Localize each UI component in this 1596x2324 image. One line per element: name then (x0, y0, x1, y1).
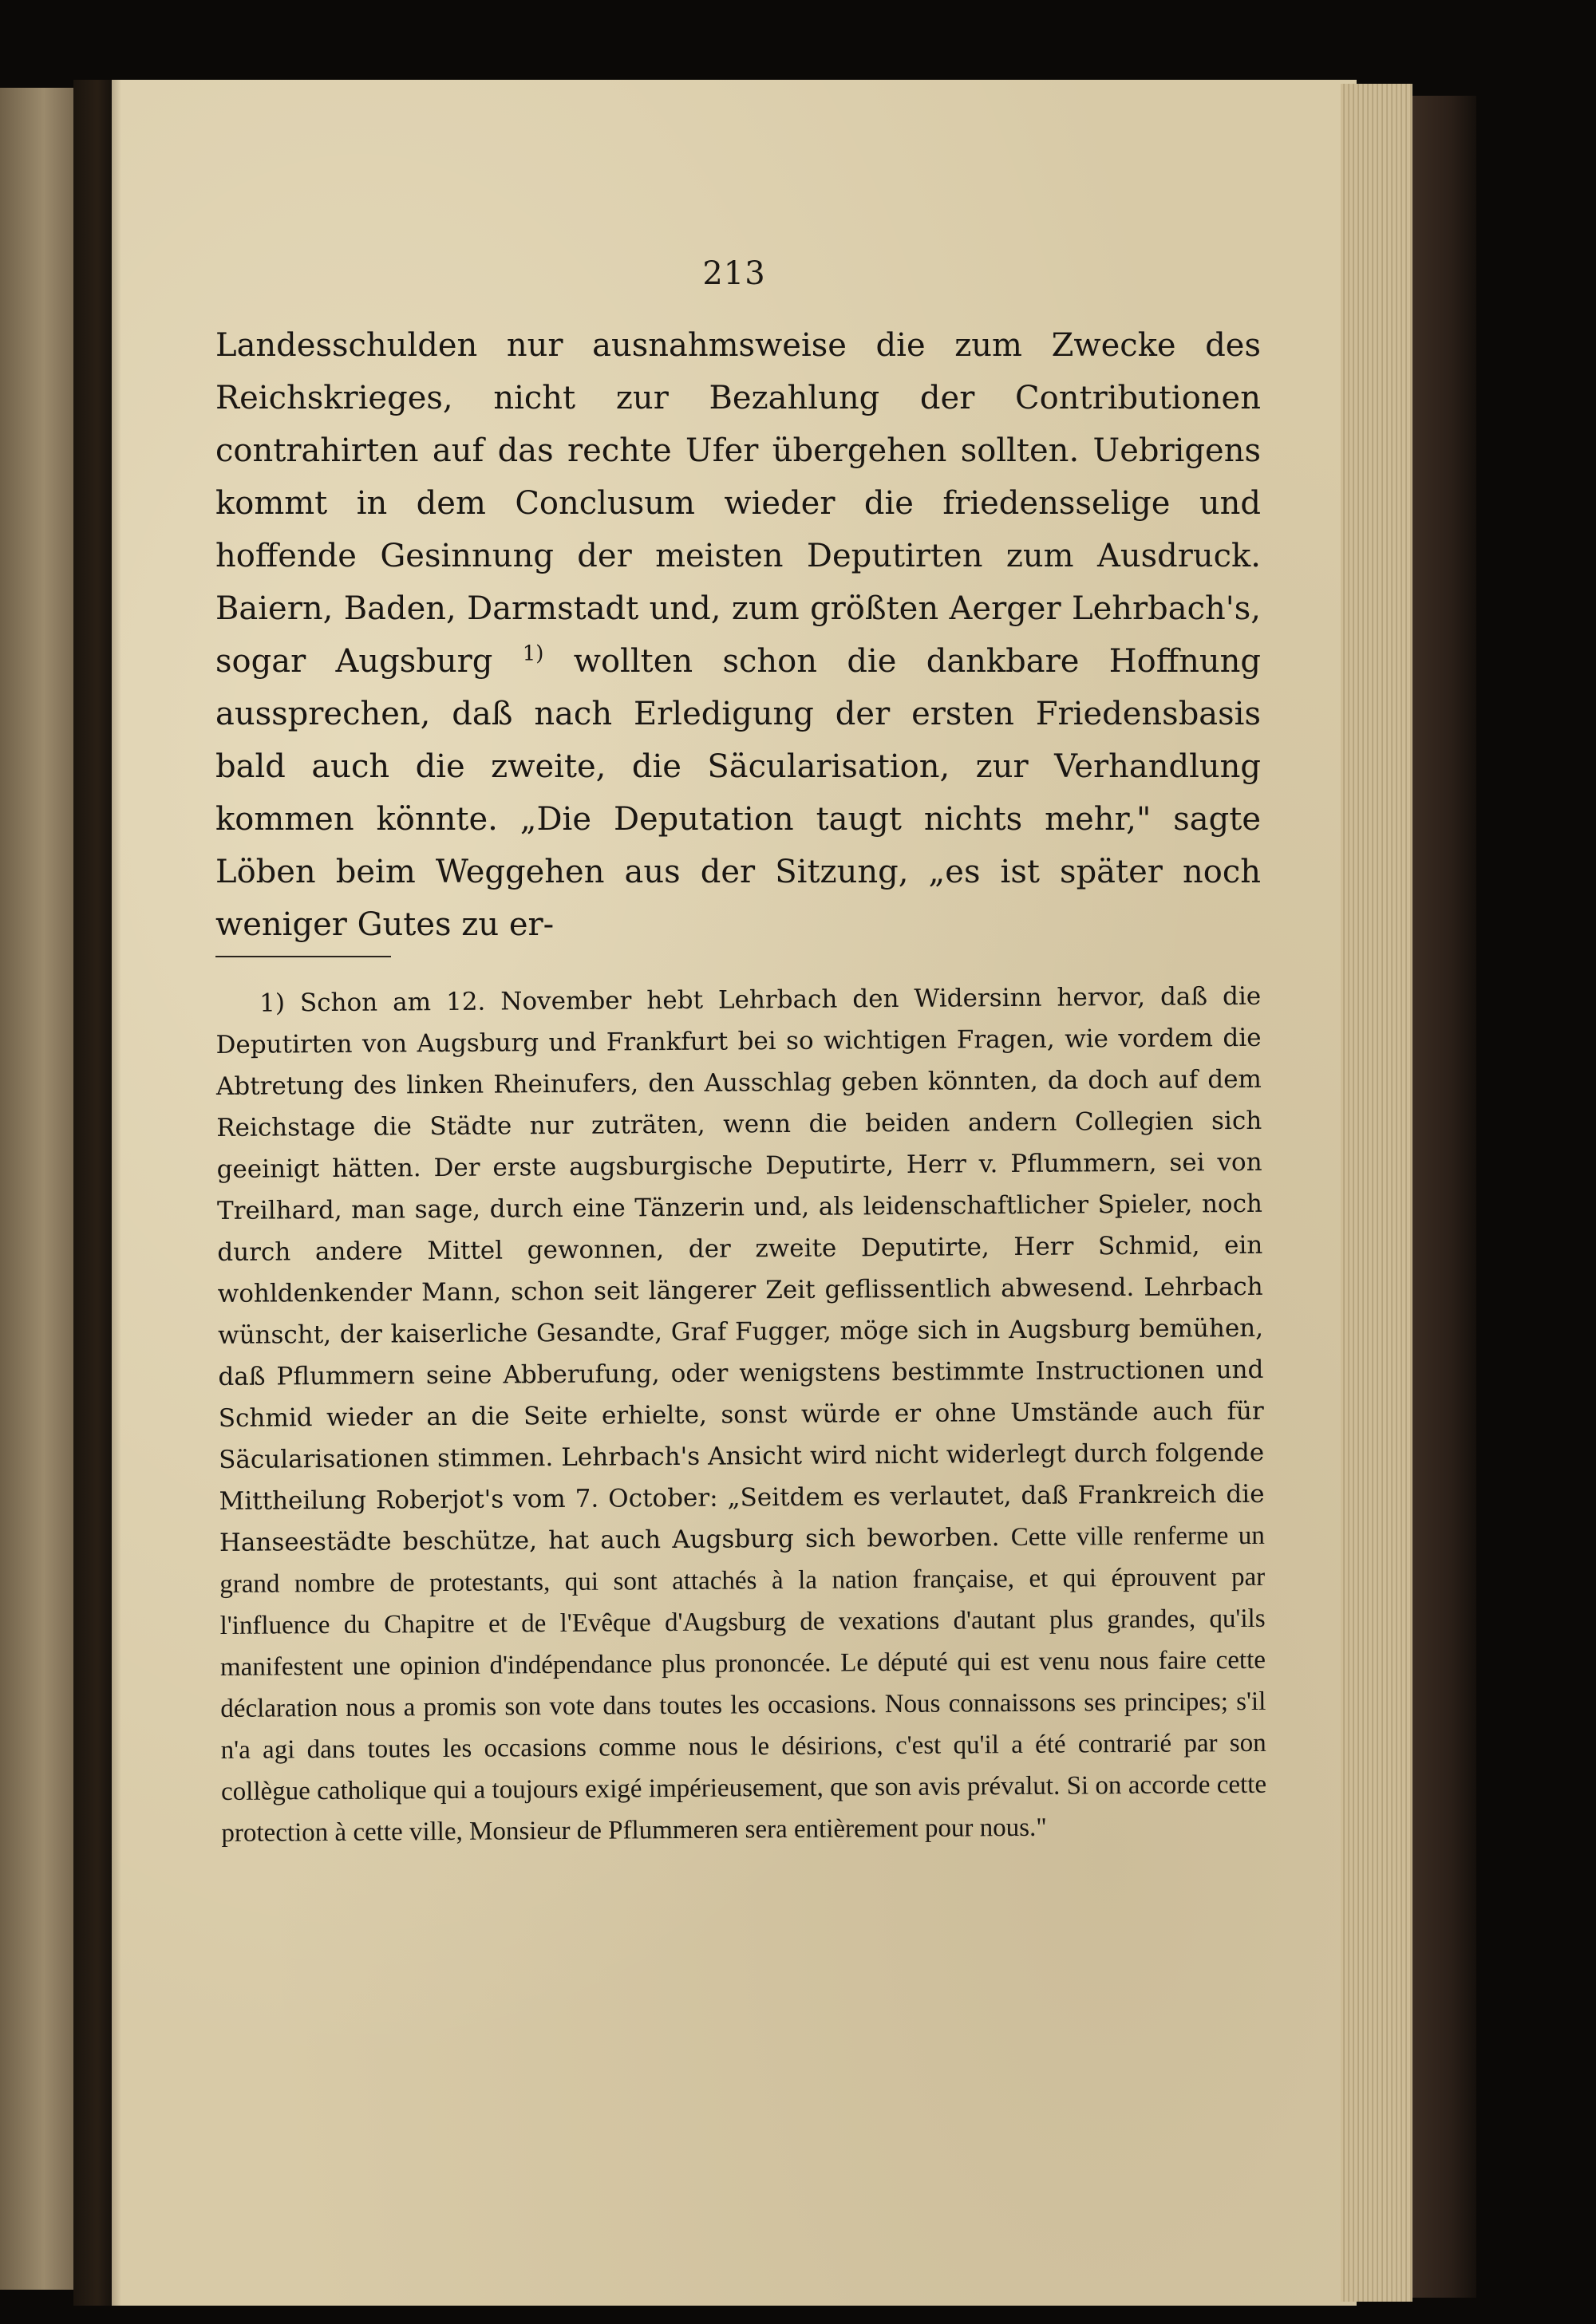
page-block-edges (1341, 84, 1412, 2302)
page-number: 213 (702, 255, 766, 292)
main-text (215, 319, 1261, 951)
footnote-french-quote: Cette ville renferme un grand nombre de protestants, qui sont attachés à la nation française, et qui éprouvent par l'influence du Chapitre et de l'Evêque d'Augsburg de vexations d'autant plus grandes, qu'ils manifestent une opinion d'indépendance plus prononcée. Le député qui est venu nous faire cette déclaration nous a promis son vote dans toutes les occasions. Nous connaissons ses principes; s'il n'a agi dans toutes les occasions comme nous le désirions, c'est qu'il a été contrarié par son collègue catholique qui a toujours exigé impérieusement, que son avis prévalut. Si on accorde cette protection à cette ville, Monsieur de Pflummeren sera entièrement pour nous." (219, 1521, 1267, 1848)
main-text-part-1: Landesschulden nur ausnahmsweise die zum Zwecke des Reichskrieges, nicht zur Bezahlung der Contributionen contrahirten auf das rechte Ufer übergehen sollten. Uebrigens kommt in dem Conclusum wieder die friedensselige und hoffende Gesinnung der meisten Deputirten zum Ausdruck. Baiern, Baden, Darmstadt und, zum größten Aerger Lehrbach's, sogar Augsburg (215, 327, 1261, 680)
book-page (112, 80, 1357, 2306)
footnote-marker: 1) (522, 641, 544, 666)
footnote-german-text: 1) Schon am 12. November hebt Lehrbach den Widersinn hervor, daß die Deputirten von Augsburg und Frankfurt bei so wichtigen Fragen, wie vordem die Abtretung des linken Rheinufers, den Ausschlag geben könnten, da doch auf dem Reichstage die Städte nur zuträten, wenn die beiden andern Collegien sich geeinigt hätten. Der erste augsburgische Deputirte, Herr v. Pflummern, sei von Treilhard, man sage, durch eine Tänzerin und, als leidenschaftlicher Spieler, noch durch andere Mittel gewonnen, der zweite Deputirte, Herr Schmid, ein wohldenkender Mann, schon seit längerer Zeit geflissentlich abwesend. Lehrbach wünscht, der kaiserliche Gesandte, Graf Fugger, möge sich in Augsburg bemühen, daß Pflummern seine Abberufung, oder wenigstens bestimmte Instructionen und Schmid wieder an die Seite erhielte, sonst würde er ohne Umstände auch für Säcularisationen stimmen. Lehrbach's Ansicht wird nicht widerlegt durch folgende Mittheilung Roberjot's vom 7. October: „Seitdem es verlautet, daß Frankreich die Hanseestädte beschütze, hat auch Augsburg sich beworben. (215, 981, 1265, 1557)
footnote-divider (215, 956, 391, 957)
footnote (215, 976, 1267, 1854)
previous-page-edge (0, 88, 73, 2290)
gutter-shadow (73, 80, 121, 2306)
book-cover-edge (1412, 96, 1476, 2298)
main-text-part-2: wollten schon die dankbare Hoffnung aussprechen, daß nach Erledigung der ersten Friedensbasis bald auch die zweite, die Säcularisation, zur Verhandlung kommen könnte. „Die Deputation taugt nichts mehr," sagte Löben beim Weggehen aus der Sitzung, „es ist später noch weniger Gutes zu er- (215, 643, 1262, 943)
